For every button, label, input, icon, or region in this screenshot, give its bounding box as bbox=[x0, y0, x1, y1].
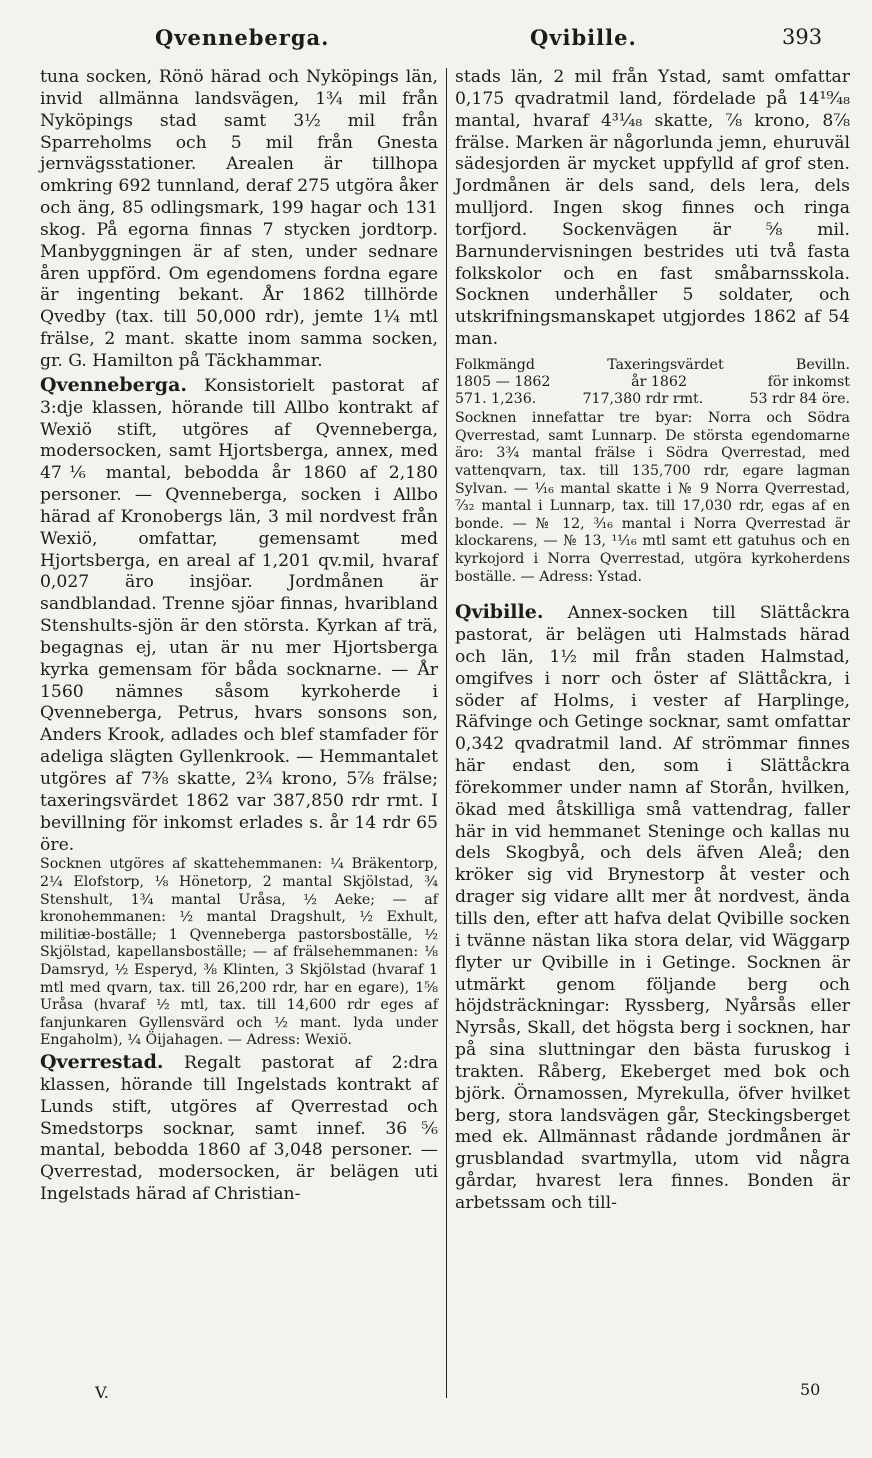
paragraph-qvedby: tuna socken, Rönö härad och Nyköpings län, invid allmänna landsvägen, 1¾ mil från Nyköpings stad samt 3½ mil från Sparreholms och 5 mil från Gnesta jernvägsstationer. Arealen är tillhopa omkring 692 tunnland, deraf 275 utgöra åker och äng, 85 odlingsmark, 199 hagar och 131 skog. På egorna finnas 7 stycken jordtorp. Manbyggningen är af sten, under sednare åren uppförd. Om egendomens fordna egare är ingenting bekant. År 1862 tillhörde Qvedby (tax. till 50,000 rdr), jemte 1¼ mtl frälse, 2 mant. skatte inom samma socken, gr. G. Hamilton på Täckhammar. bbox=[40, 67, 438, 371]
stats-population-values: 571. 1,236. bbox=[455, 391, 537, 408]
stats-col-population: Folkmängd bbox=[455, 356, 535, 373]
page-number: 393 bbox=[782, 25, 823, 49]
stats-income-label: för inkomst bbox=[767, 374, 850, 390]
stats-taxation-value: 717,380 rdr rmt. bbox=[582, 391, 704, 408]
entry-qvibille bbox=[455, 600, 850, 1215]
entry-detail-qvenneberga: Socknen utgöres af skattehemmanen: ¼ Bräkentorp, 2¼ Elofstorp, ⅛ Hönetorp, 2 mantal Skjölstad, ¾ Stenshult, 1¾ mantal Uråsa, ½ Aeke; — af kronohemmanen: ½ mantal Dragshult, ½ Exhult, militiæ-boställe; 1 Qvenneberga pastorsboställe, ½ Skjölstad, kapellansboställe; — af frälsehemmanen: ⅛ Damsryd, ½ Esperyd, ⅜ Klinten, 3 Skjölstad (hvaraf 1 mtl med qvarn, tax. till 26,200 rdr, har en egare), 1⅝ Uråsa (hvaraf ½ mtl, tax. till 14,600 rdr eges af fanjunkaren Gyllensvärd och ½ mant. lyda under Engaholm), ¼ Öijahagen. — Adress: Wexiö. bbox=[40, 856, 438, 1049]
entry-text-qvenneberga: Konsistorielt pastorat af 3:dje klassen, hörande till Allbo kontrakt af Wexiö stift, utgöres af Qvenneberga, modersocken, samt Hjortsberga, annex, med 47⅙ mantal, bebodda år 1860 af 2,180 personer. — Qvenneberga, socken i Allbo härad af Kronobergs län, 3 mil nordvest från Wexiö, omfattar, gemensamt med Hjortsberga, en areal af 1,201 qv.mil, hvaraf 0,027 äro insjöar. Jordmånen är sandblandad. Trenne sjöar finnas, hvaribland Stenshults-sjön är den största. Kyrkan af trä, begagnas ej, utan är nu mer Hjortsberga kyrka gemensam för båda socknarne. — År 1560 nämnes såsom kyrkoherde i Qvenneberga, Petrus, hvars sonsons son, Anders Krook, adlades och blef stamfader för adeliga slägten Gyllenkrook. — Hemmantalet utgöres af 7⅜ skatte, 2¾ krono, 5⅞ frälse; taxeringsvärdet 1862 var 387,850 rdr rmt. I bevillning för inkomst erlades s. år 14 rdr 65 öre. bbox=[40, 375, 438, 855]
entry-title-qverrestad: Qverrestad. bbox=[40, 1051, 164, 1074]
entry-qverrestad bbox=[40, 1050, 438, 1206]
entry-text-qvibille: Annex-socken till Slättåckra pastorat, är belägen uti Halmstads härad och län, 1½ mil från staden Halmstad, omgifves i norr och öster af Slättåckra, i söder af Holms, i vester af Harplinge, Räfvinge och Getinge socknar, samt omfattar 0,342 qvadratmil land. Af strömmar finnes här endast den, som i Slättåckra förekommer under namn af Storån, hvilken, ökad med åtskilliga små vattendrag, faller här in vid hemmanet Steninge och kallas nu dels Skogbyå, och dels äfven Aleå; den kröker sig vid Brynestorp åt vester och drager sig vidare allt mer åt nordvest, ända tills den, efter att hafva delat Qvibille socken i tvänne nästan lika stora delar, vid Wäggarp flyter ur Qvibille in i Getinge. Socknen är utmärkt genom följande berg och höjdsträckningar: Ryssberg, Nyårsås eller Nyrsås, Skall, det högsta berg i socknen, har på sina sluttningar den bästa furuskog i trakten. Råberg, Ekeberget med bok och björk. Örnamossen, Myrekulla, öfver hvilket berg, stora landsvägen går, Steckingsberget med ek. Allmännast rådande jordmånen är grusblandad svartmylla, utom vid några gårdar, hvarest lera finnes. Bonden är arbetssam och till- bbox=[455, 603, 850, 1213]
stats-year-label: år 1862 bbox=[631, 374, 687, 390]
left-running-head: Qvenneberga. bbox=[155, 25, 330, 50]
entry-detail-qverrestad: Socknen innefattar tre byar: Norra och Södra Qverrestad, samt Lunnarp. De största egendomarne äro: 3¾ mantal frälse i Södra Qverrestad, med vattenqvarn, tax. till 135,700 rdr, egare lagman Sylvan. — ¹⁄₁₆ mantal skatte i № 9 Norra Qverrestad, ⁷⁄₃₂ mantal i Lunnarp, tax. till 17,030 rdr, egas af en bonde. — № 12, ³⁄₁₆ mantal i Norra Qverrestad är klockarens, — № 13, ¹¹⁄₁₆ mtl samt ett gatuhus och en kyrkojord i Norra Qverrestad, utgöra kyrkoherdens boställe. — Adress: Ystad. bbox=[455, 410, 850, 585]
stats-tax-value: 53 rdr 84 öre. bbox=[749, 391, 850, 408]
statistics-table bbox=[455, 357, 850, 408]
stats-col-taxation: Taxeringsvärdet bbox=[607, 356, 724, 373]
running-header bbox=[0, 0, 872, 60]
stats-col-tax: Bevilln. bbox=[795, 356, 850, 373]
spacer bbox=[455, 586, 850, 600]
catchword: 50 bbox=[800, 1380, 821, 1399]
stats-subheader-row bbox=[455, 374, 850, 391]
paragraph-qverrestad-cont: stads län, 2 mil från Ystad, samt omfattar 0,175 qvadratmil land, fördelade på 14¹⁹⁄₄₈ mantal, hvaraf 4³¹⁄₄₈ skatte, ⅞ krono, 8⅞ frälse. Marken är någorlunda jemn, ehuruväl sädesjorden är mycket uppfylld af grof sten. Jordmånen är dels sand, dels lera, dels mulljord. Ingen skog finnes och ringa torfjord. Sockenvägen är ⅝ mil. Barnundervisningen bestrides uti två fasta folkskolor och en fast småbarnsskola. Socknen underhåller 5 soldater, och utskrifningsmanskapet utgjordes 1862 af 54 man. bbox=[455, 67, 850, 350]
left-column bbox=[40, 67, 438, 1206]
entry-title-qvibille: Qvibille. bbox=[455, 601, 544, 624]
right-column bbox=[455, 67, 850, 1215]
entry-title-qvenneberga: Qvenneberga. bbox=[40, 373, 187, 396]
entry-text-qverrestad: Regalt pastorat af 2:dra klassen, hörande till Ingelstads kontrakt af Lunds stift, utgöres af Qverrestad och Smedstorps socknar, samt innef. 36⅚ mantal, bebodda 1860 af 3,048 personer. — Qverrestad, modersocken, är belägen uti Ingelstads härad af Christian- bbox=[40, 1053, 438, 1205]
column-divider bbox=[446, 68, 447, 1398]
stats-years: 1805 — 1862 bbox=[455, 374, 551, 390]
stats-values-row bbox=[455, 391, 850, 408]
signature-mark: V. bbox=[95, 1383, 109, 1402]
right-running-head: Qvibille. bbox=[530, 25, 637, 50]
stats-header-row bbox=[455, 357, 850, 374]
entry-qvenneberga bbox=[40, 373, 438, 857]
